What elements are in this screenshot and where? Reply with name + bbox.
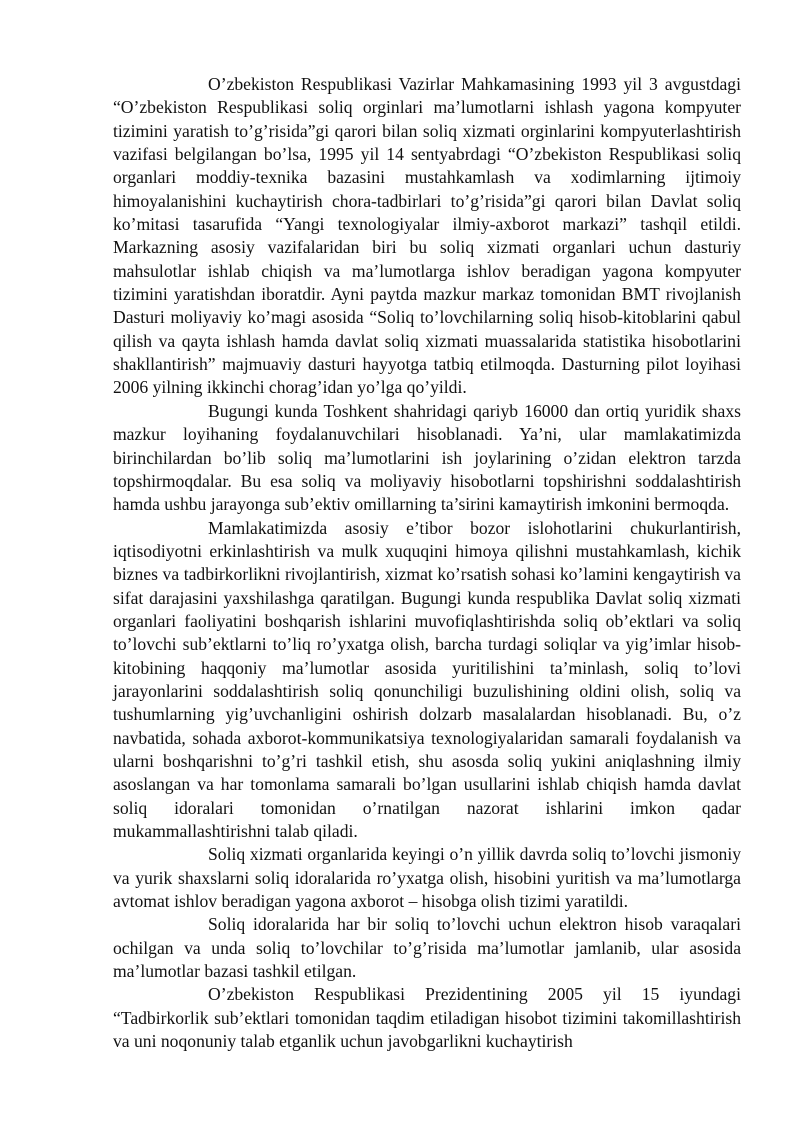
paragraph-4: Soliq xizmati organlarida keyingi o’n yillik davrda soliq to’lovchi jismoniy va yurik shaxslarni soliq idoralarida ro’yxatga olish, hisobini yuritish va ma’lumotlarga avtomat ishlov beradigan yagona axborot – hisobga olish tizimi yaratildi. — [113, 844, 741, 912]
document-page — [113, 73, 741, 1053]
paragraph-2: Bugungi kunda Toshkent shahridagi qariyb 16000 dan ortiq yuridik shaxs mazkur loyihaning foydalanuvchilari hisoblanadi. Ya’ni, ular mamlakatimizda birinchilardan bo’lib soliq ma’lumotlarini ish joylarining o’zidan elektron tarzda topshirmoqdalar. Bu esa soliq va moliyaviy hisobotlarni topshirishni soddalashtirish hamda ushbu jarayonga sub’ektiv omillarning ta’sirini kamaytirish imkonini bermoqda. — [113, 400, 741, 515]
paragraph-6: O’zbekiston Respublikasi Prezidentining 2005 yil 15 iyundagi “Tadbirkorlik sub’ektlari tomonidan taqdim etiladigan hisobot tizimini takomillashtirish va uni noqonuniy talab etganlik uchun javobgarlikni kuchaytirish — [113, 984, 741, 1052]
paragraph-1: O’zbekiston Respublikasi Vazirlar Mahkamasining 1993 yil 3 avgustdagi “O’zbekiston Respublikasi soliq orginlari ma’lumotlarni ishlash yagona kompyuter tizimini yaratish to’g’risida”gi qarori bilan soliq xizmati orginlarini kompyuterlashtirish vazifasi belgilangan bo’lsa, 1995 yil 14 sentyabrdagi “O’zbekiston Respublikasi soliq organlari moddiy-texnika bazasini mustahkamlash va xodimlarning ijtimoiy himoyalanishini kuchaytirish chora-tadbirlari to’g’risida”gi qarori bilan Davlat soliq ko’mitasi tasarufida “Yangi texnologiyalar ilmiy-axborot markazi” tashqil etildi. Markazning asosiy vazifalaridan biri bu soliq xizmati organlari uchun dasturiy mahsulotlar ishlab chiqish va ma’lumotlarga ishlov beradigan yagona kompyuter tizimini yaratishdan iboratdir. Ayni paytda mazkur markaz tomonidan BMT rivojlanish Dasturi moliyaviy ko’magi asosida “Soliq to’lovchilarning soliq hisob-kitoblarini qabul qilish va qayta ishlash hamda davlat soliq xizmati muassalarida statistika hisobotlarini shakllantirish” majmuaviy dasturi hayyotga tatbiq etilmoqda. Dasturning pilot loyihasi 2006 yilning ikkinchi chorag’idan yo’lga qo’yildi. — [113, 74, 741, 398]
paragraph-5: Soliq idoralarida har bir soliq to’lovchi uchun elektron hisob varaqalari ochilgan va unda soliq to’lovchilar to’g’risida ma’lumotlar jamlanib, ular asosida ma’lumotlar bazasi tashkil etilgan. — [113, 914, 741, 982]
paragraph-3: Mamlakatimizda asosiy e’tibor bozor islohotlarini chukurlantirish, iqtisodiyotni erkinlashtirish va mulk xuquqini himoya qilishni mustahkamlash, kichik biznes va tadbirkorlikni rivojlantirish, xizmat ko’rsatish sohasi ko’lamini kengaytirish va sifat darajasini yaxshilashga qaratilgan. Bugungi kunda respublika Davlat soliq xizmati organlari faoliyatini boshqarish ishlarini muvofiqlashtirishda soliq ob’ektlari va soliq to’lovchi sub’ektlarni to’liq ro’yxatga olish, barcha turdagi soliqlar va yig’imlar hisob-kitobining haqqoniy ma’lumotlar asosida yuritilishini ta’minlash, soliq to’lovi jarayonlarini soddalashtirish soliq qonunchiligi buzulishining oldini olish, soliq va tushumlarning yig’uvchanligini oshirish dolzarb masalalardan hisoblanadi. Bu, o’z navbatida, sohada axborot-kommunikatsiya texnologiyalaridan samarali foydalanish va ularni boshqarishni to’g’ri tashkil etish, shu asosda soliq yukini aniqlashning ilmiy asoslangan va har tomonlama samarali bo’lgan usullarini ishlab chiqish hamda davlat soliq idoralari tomonidan o’rnatilgan nazorat ishlarini imkon qadar mukammallashtirishni talab qiladi. — [113, 517, 741, 841]
